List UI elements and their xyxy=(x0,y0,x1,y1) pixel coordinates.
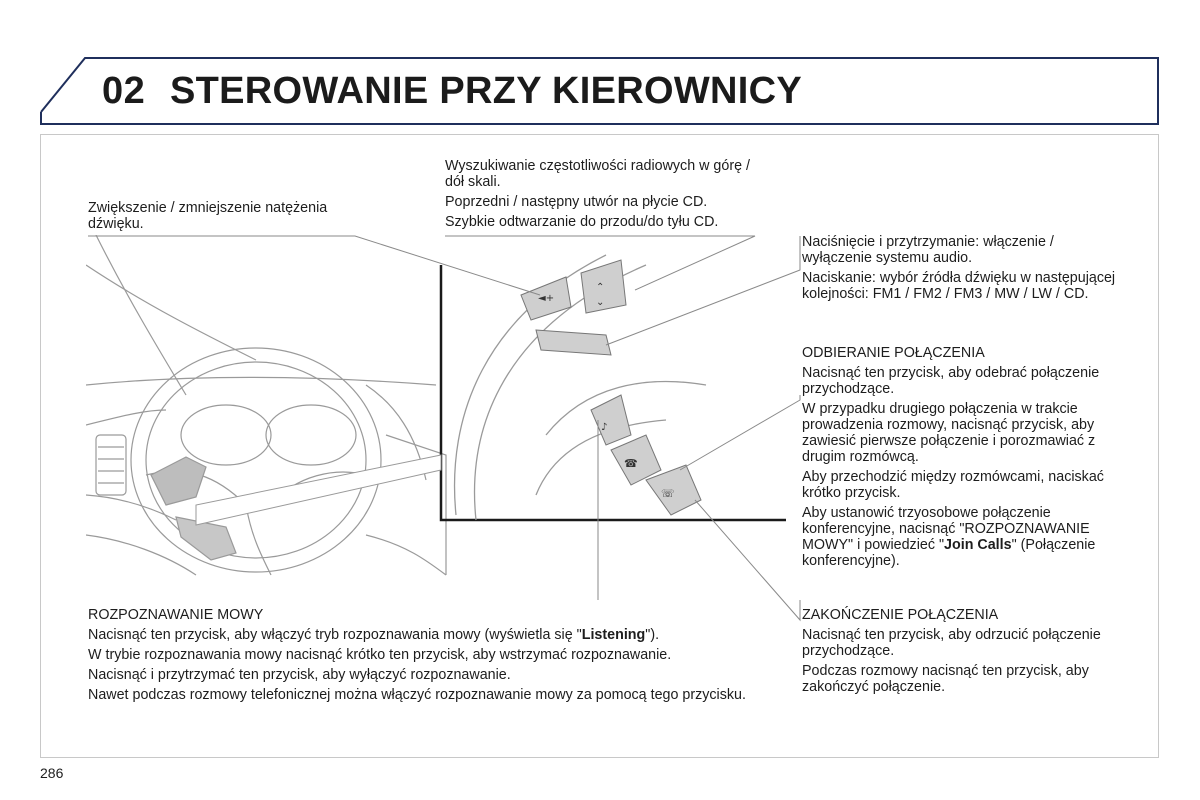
voice-p2: W trybie rozpoznawania mowy nacisnąć krótko ten przycisk, aby wstrzymać rozpoznawanie. xyxy=(88,647,672,663)
callout-end-call xyxy=(802,607,1122,699)
chapter-number: 02 xyxy=(102,70,146,112)
svg-text:◄+: ◄+ xyxy=(538,293,555,304)
svg-text:⌄: ⌄ xyxy=(596,297,605,308)
callout-voice-recognition xyxy=(88,607,748,707)
answer-call-p3: Aby przechodzić między rozmówcami, naciskać krótko przycisk. xyxy=(802,469,1104,501)
dashboard-line-art xyxy=(86,235,446,575)
volume-seek-buttons xyxy=(521,260,626,320)
callout-mode-line-2: Naciskanie: wybór źródła dźwięku w następującej kolejności: FM1 / FM2 / FM3 / MW / LW / CD. xyxy=(802,270,1116,302)
callout-volume xyxy=(88,200,378,236)
callout-seek-line-2: Poprzedni / następny utwór na płycie CD. xyxy=(445,194,708,210)
mode-button-drawing xyxy=(536,330,611,355)
voice-p1-after: "). xyxy=(645,627,660,643)
svg-text:☎: ☎ xyxy=(624,457,638,470)
end-call-p2: Podczas rozmowy nacisnąć ten przycisk, aby zakończyć połączenie. xyxy=(802,663,1089,695)
answer-call-p2: W przypadku drugiego połączenia w trakcie prowadzenia rozmowy, nacisnąć przycisk, aby zawiesić pierwsze połączenie i porozmawiać z drugim rozmówcą. xyxy=(802,401,1096,465)
callout-seek xyxy=(445,158,765,234)
callout-seek-line-3: Szybkie odtwarzanie do przodu/do tyłu CD. xyxy=(445,214,719,230)
callout-mode-line-1: Naciśnięcie i przytrzymanie: włączenie / wyłączenie systemu audio. xyxy=(802,234,1054,266)
end-call-heading: ZAKOŃCZENIE POŁĄCZENIA xyxy=(802,607,999,623)
phone-buttons xyxy=(591,395,701,515)
answer-call-p4-before: Aby ustanowić trzyosobowe połączenie konferencyjne, nacisnąć "ROZPOZNAWANIE MOWY" i powiedzieć " xyxy=(802,505,1090,553)
end-call-p1: Nacisnąć ten przycisk, aby odrzucić połączenie przychodzące. xyxy=(802,627,1101,659)
page-title: STEROWANIE PRZY KIEROWNICY xyxy=(170,70,803,112)
svg-text:♪: ♪ xyxy=(601,422,608,433)
answer-call-heading: ODBIERANIE POŁĄCZENIA xyxy=(802,345,985,361)
page-number: 286 xyxy=(40,765,64,781)
callout-seek-line-1: Wyszukiwanie częstotliwości radiowych w górę / dół skali. xyxy=(445,158,750,190)
svg-text:⌃: ⌃ xyxy=(596,282,605,293)
callout-mode xyxy=(802,234,1122,306)
svg-text:☏: ☏ xyxy=(661,487,675,500)
voice-p1-bold: Listening xyxy=(581,627,646,643)
zoom-inset xyxy=(196,255,786,525)
answer-call-p1: Nacisnąć ten przycisk, aby odebrać połączenie przychodzące. xyxy=(802,365,1100,397)
answer-call-p4-after: " (Połączenie konferencyjne). xyxy=(802,537,1096,569)
voice-p3: Nacisnąć i przytrzymać ten przycisk, aby wyłączyć rozpoznawanie. xyxy=(88,667,511,683)
answer-call-p4 xyxy=(802,505,1122,569)
voice-heading: ROZPOZNAWANIE MOWY xyxy=(88,607,264,623)
voice-p1 xyxy=(88,627,748,643)
callout-volume-text: Zwiększenie / zmniejszenie natężenia dźwięku. xyxy=(88,200,328,232)
callout-answer-call xyxy=(802,345,1122,573)
voice-p4: Nawet podczas rozmowy telefonicznej można włączyć rozpoznawanie mowy za pomocą tego przycisku. xyxy=(88,687,746,703)
answer-call-p4-bold: Join Calls xyxy=(944,537,1012,553)
steering-wheel-illustration xyxy=(86,235,786,580)
voice-p1-before: Nacisnąć ten przycisk, aby włączyć tryb rozpoznawania mowy (wyświetla się " xyxy=(88,627,582,643)
